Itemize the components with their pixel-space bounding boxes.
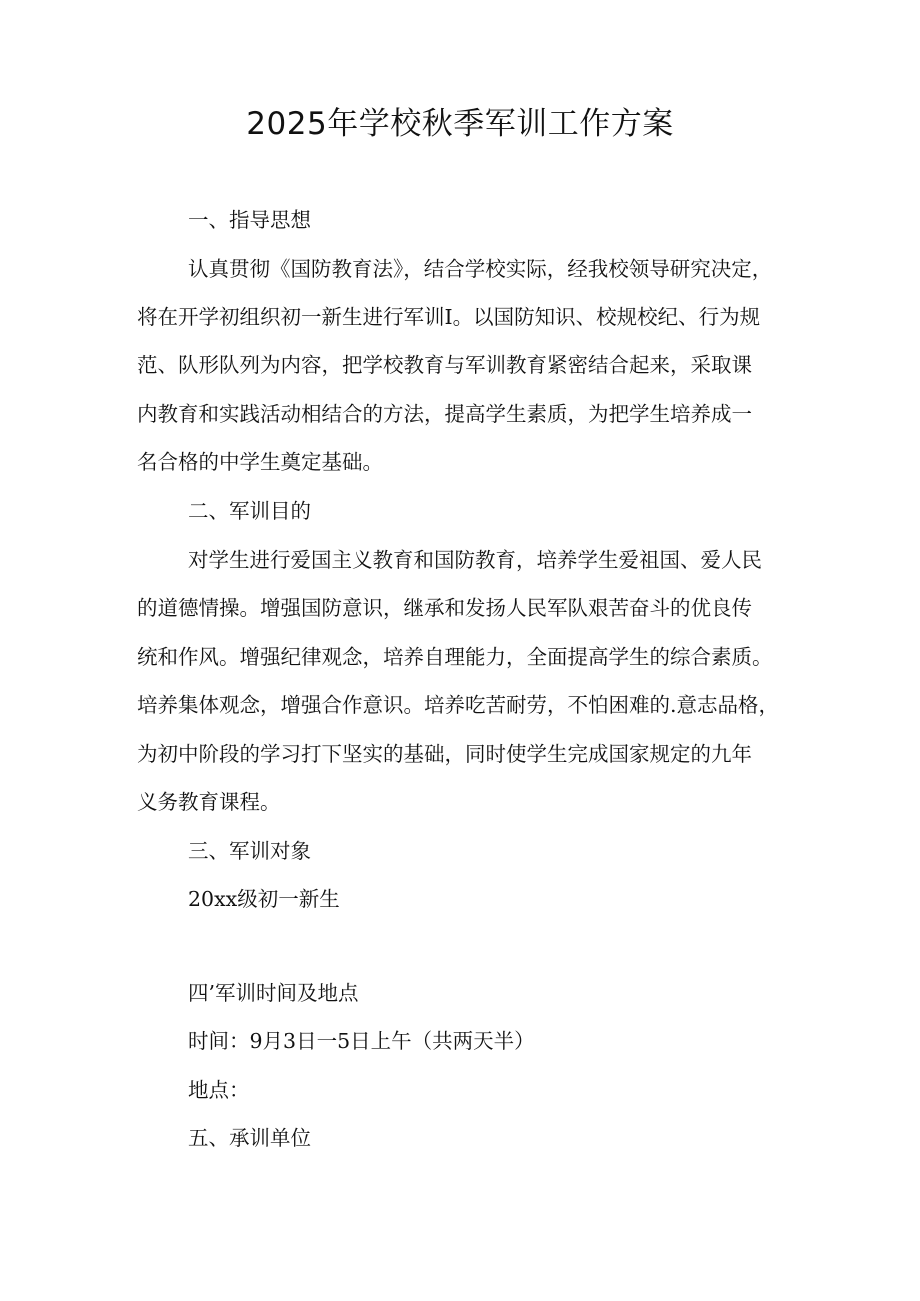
paragraph-line: 对学生进行爱国主义教育和国防教育，培养学生爱祖国、爱人民: [188, 548, 762, 572]
section-heading-time-and-place: 四’军训时间及地点: [188, 981, 359, 1005]
section-heading-training-target: 三、军训对象: [188, 839, 311, 863]
paragraph-line-time: 时间：9月3日一5日上午（共两天半）: [188, 1029, 535, 1053]
paragraph-line: 范、队形队列为内容，把学校教育与军训教育紧密结合起来，采取课: [137, 353, 752, 377]
paragraph-line-place: 地点：: [188, 1078, 250, 1102]
paragraph-line: 为初中阶段的学习打下坚实的基础，同时使学生完成国家规定的九年: [137, 742, 752, 766]
section-heading-guiding-ideology: 一、指导思想: [188, 208, 311, 232]
paragraph-line: 认真贯彻《国防教育法》，结合学校实际，经我校领导研究决定，: [188, 257, 773, 281]
section-heading-training-purpose: 二、军训目的: [188, 499, 311, 523]
paragraph-line: 统和作风。增强纪律观念，培养自理能力，全面提高学生的综合素质。: [137, 645, 773, 669]
paragraph-line: 培养集体观念，增强合作意识。培养吃苦耐劳，不怕困难的.意志品格，: [137, 693, 780, 717]
section-heading-training-unit: 五、承训单位: [188, 1126, 311, 1150]
paragraph-line: 内教育和实践活动相结合的方法，提高学生素质，为把学生培养成一: [137, 402, 752, 426]
paragraph-line: 的道德情操。增强国防意识，继承和发扬人民军队艰苦奋斗的优良传: [137, 596, 752, 620]
paragraph-line: 名合格的中学生奠定基础。: [137, 450, 383, 474]
paragraph-line: 将在开学初组织初一新生进行军训I。以国防知识、校规校纪、行为规: [137, 305, 761, 329]
document-title: 2025年学校秋季军训工作方案: [246, 106, 674, 142]
paragraph-line: 义务教育课程。: [137, 790, 281, 814]
paragraph-line: 20xx级初一新生: [188, 887, 340, 911]
